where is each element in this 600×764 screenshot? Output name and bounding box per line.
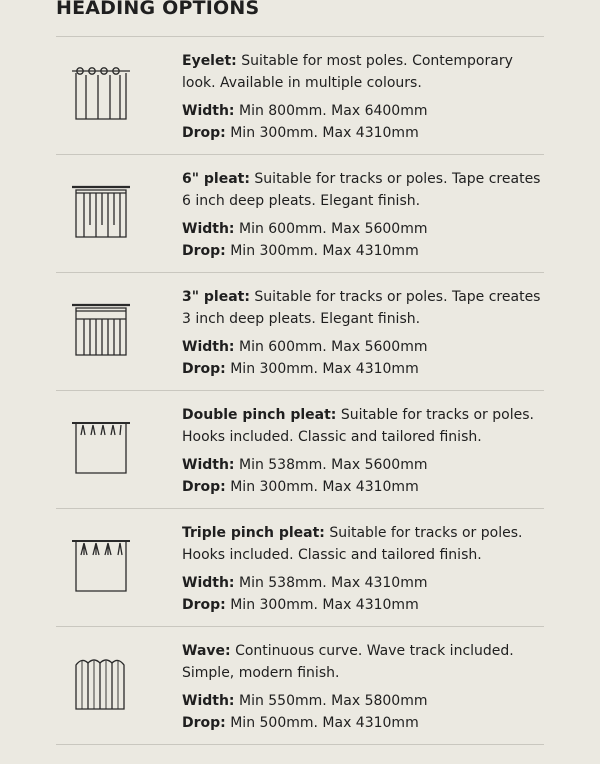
drop-value: Min 300mm. Max 4310mm <box>230 361 419 377</box>
drop-label: Drop: <box>182 479 226 495</box>
option-row-wave <box>56 626 544 745</box>
triple-pinch-pleat-curtain-icon <box>70 533 132 595</box>
drop-value: Min 500mm. Max 4310mm <box>230 715 419 731</box>
option-text <box>182 286 544 380</box>
option-name: Double pinch pleat: <box>182 407 337 423</box>
width-label: Width: <box>182 221 235 237</box>
width-value: Min 538mm. Max 5600mm <box>238 457 428 473</box>
six-inch-pleat-curtain-icon <box>70 179 132 241</box>
page-heading: HEADING OPTIONS <box>56 0 260 19</box>
drop-value: Min 300mm. Max 4310mm <box>230 479 419 495</box>
drop-label: Drop: <box>182 243 226 259</box>
option-name: Wave: <box>182 643 231 659</box>
three-inch-pleat-curtain-icon <box>70 297 132 359</box>
drop-label: Drop: <box>182 361 226 377</box>
option-description: Continuous curve. Wave track included. Simple, modern finish. <box>182 643 514 681</box>
option-row-eyelet <box>56 36 544 154</box>
drop-value: Min 300mm. Max 4310mm <box>230 243 419 259</box>
wave-curtain-icon <box>70 651 132 713</box>
width-value: Min 600mm. Max 5600mm <box>238 339 428 355</box>
eyelet-curtain-icon <box>70 61 132 123</box>
width-value: Min 800mm. Max 6400mm <box>238 103 428 119</box>
width-label: Width: <box>182 103 235 119</box>
option-description: Suitable for tracks or poles. Hooks included. Classic and tailored finish. <box>182 525 523 563</box>
option-description: Suitable for tracks or poles. Tape creates 6 inch deep pleats. Elegant finish. <box>182 171 541 209</box>
option-name: 6" pleat: <box>182 171 250 187</box>
option-description: Suitable for tracks or poles. Hooks included. Classic and tailored finish. <box>182 407 534 445</box>
width-value: Min 600mm. Max 5600mm <box>238 221 428 237</box>
option-row-3-inch-pleat <box>56 272 544 390</box>
option-text <box>182 404 544 498</box>
width-value: Min 550mm. Max 5800mm <box>238 693 428 709</box>
option-description: Suitable for tracks or poles. Tape creates 3 inch deep pleats. Elegant finish. <box>182 289 541 327</box>
drop-label: Drop: <box>182 715 226 731</box>
width-label: Width: <box>182 339 235 355</box>
drop-label: Drop: <box>182 125 226 141</box>
option-name: 3" pleat: <box>182 289 250 305</box>
option-description: Suitable for most poles. Contemporary look. Available in multiple colours. <box>182 53 513 91</box>
option-row-double-pinch-pleat <box>56 390 544 508</box>
option-text <box>182 522 544 616</box>
width-label: Width: <box>182 693 235 709</box>
option-text <box>182 640 544 734</box>
drop-value: Min 300mm. Max 4310mm <box>230 125 419 141</box>
width-value: Min 538mm. Max 4310mm <box>238 575 428 591</box>
option-row-6-inch-pleat <box>56 154 544 272</box>
option-name: Triple pinch pleat: <box>182 525 325 541</box>
double-pinch-pleat-curtain-icon <box>70 415 132 477</box>
option-text <box>182 50 544 144</box>
option-name: Eyelet: <box>182 53 237 69</box>
drop-value: Min 300mm. Max 4310mm <box>230 597 419 613</box>
width-label: Width: <box>182 457 235 473</box>
option-row-triple-pinch-pleat <box>56 508 544 626</box>
option-text <box>182 168 544 262</box>
width-label: Width: <box>182 575 235 591</box>
heading-options-list <box>56 36 544 745</box>
drop-label: Drop: <box>182 597 226 613</box>
